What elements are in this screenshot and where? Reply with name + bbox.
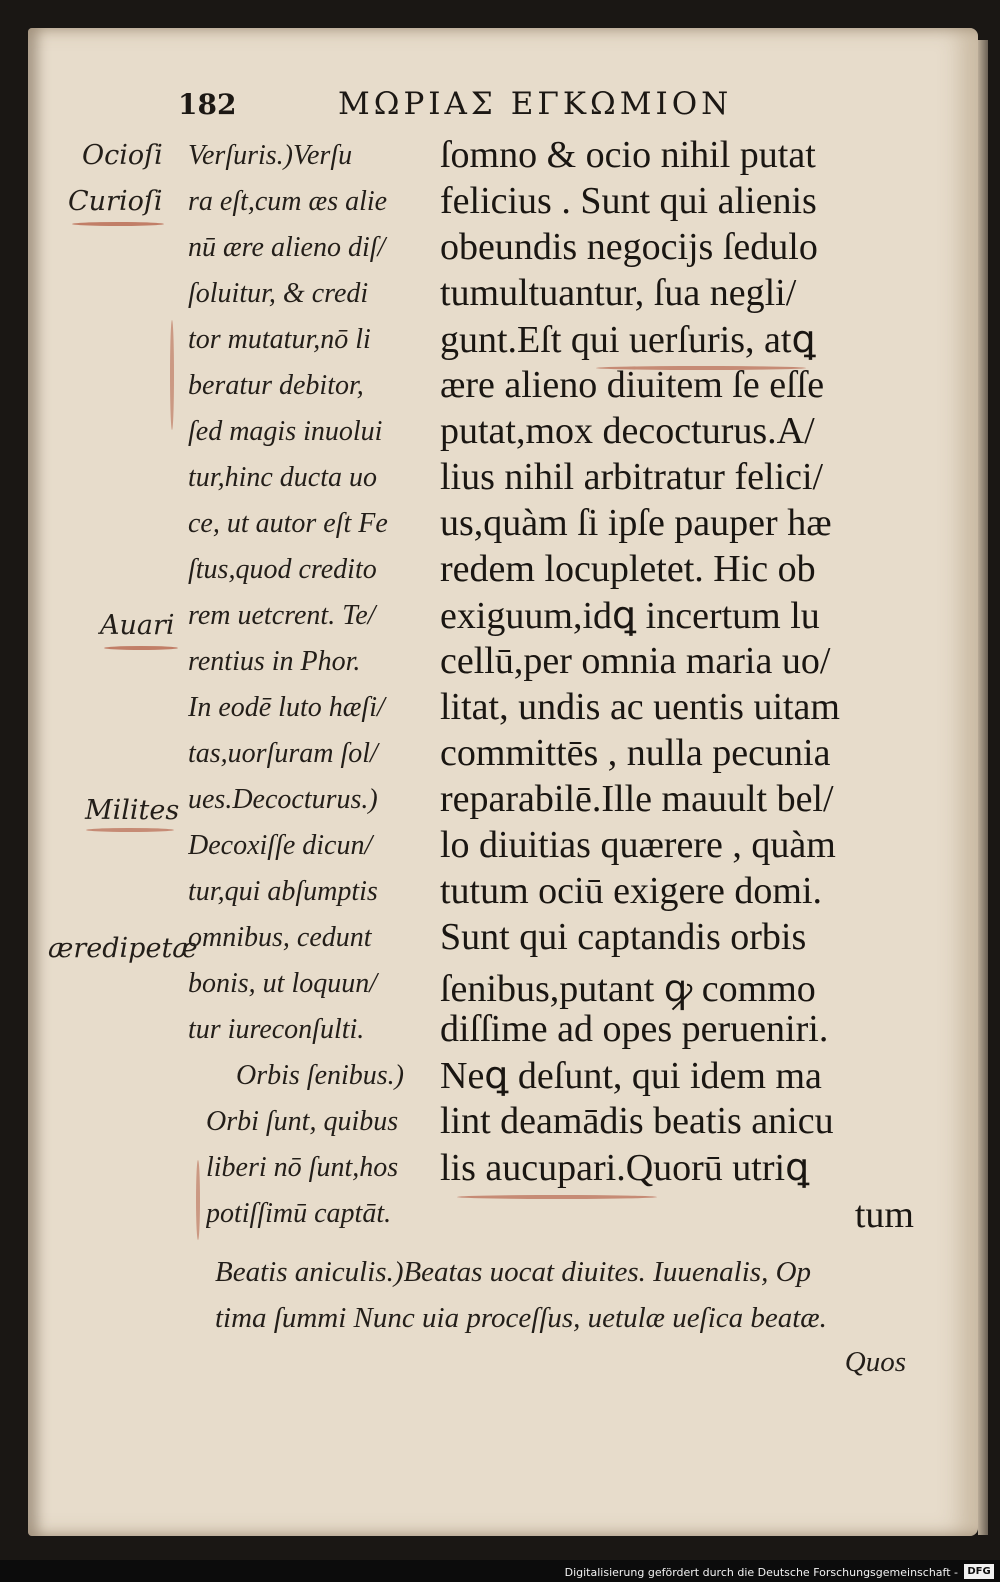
main-text-line: exiguum,idꝗ incertum lu: [440, 595, 820, 637]
main-text-line: gunt.Eſt qui uerſuris, atꝗ: [440, 319, 816, 361]
dfg-logo: DFG: [964, 1564, 994, 1579]
footnote-line: tima ſummi Nunc uia proceſſus, uetulæ ueſica beatæ.: [215, 1302, 827, 1334]
main-text-line: cellū,per omnia maria uo/: [440, 640, 831, 682]
main-text-line: ſenibus,putant ꝙ commo: [440, 968, 816, 1010]
main-text-line: Sunt qui captandis orbis: [440, 916, 807, 958]
running-title: ΜΩΡΙΑΣ ΕΓΚΩΜΙΟΝ: [338, 86, 733, 122]
margin-label: æredipetæ: [48, 933, 198, 964]
margin-label: Ocioſi: [82, 140, 163, 171]
page-number: 182: [178, 88, 237, 121]
note-line: tor mutatur,nō li: [188, 324, 371, 355]
main-text-line: redem locupletet. Hic ob: [440, 548, 816, 590]
note-line: tur,qui abſumptis: [188, 876, 378, 907]
footnote-line: Beatis aniculis.)Beatas uocat diuites. Iuuenalis, Op: [215, 1256, 812, 1288]
note-line: Orbis ſenibus.): [236, 1060, 404, 1091]
main-text-line: obeundis negocijs ſedulo: [440, 226, 818, 268]
pencil-underline: [457, 1195, 657, 1199]
note-line: ce, ut autor eſt Fe: [188, 508, 388, 539]
note-line: ſtus,quod credito: [188, 554, 377, 585]
main-text-line: Neꝗ deſunt, qui idem ma: [440, 1055, 822, 1097]
note-line: Orbi ſunt, quibus: [206, 1106, 399, 1137]
main-text-line: ſomno & ocio nihil putat: [440, 134, 816, 176]
note-line: ſed magis inuolui: [188, 416, 383, 447]
main-text-line: reparabilē.Ille mauult bel/: [440, 778, 834, 820]
note-line: ues.Decocturus.): [188, 784, 378, 815]
note-line: Verſuris.)Verſu: [188, 140, 353, 171]
note-line: bonis, ut loquun/: [188, 968, 378, 999]
main-text-line: ære alieno diuitem ſe eſſe: [440, 364, 825, 406]
margin-label: Auari: [100, 610, 175, 641]
note-line: tur iureconſulti.: [188, 1014, 365, 1045]
page-edge: [978, 40, 988, 1535]
note-line: beratur debitor,: [188, 370, 364, 401]
main-text-line: tumultuantur, ſua negli/: [440, 272, 797, 314]
main-text-line: litat, undis ac uentis uitam: [440, 686, 840, 728]
main-text-line: lis aucupari.Quorū utriꝗ: [440, 1147, 810, 1189]
note-line: In eodē luto hæſi/: [188, 692, 385, 723]
note-line: potiſſimū captāt.: [206, 1198, 392, 1229]
note-line: rem uetcrent. Te/: [188, 600, 376, 631]
note-line: ſoluitur, & credi: [188, 278, 369, 309]
note-line: nū ære alieno diſ/: [188, 232, 386, 263]
main-text-line: felicius . Sunt qui alienis: [440, 180, 817, 222]
main-text-line: us,quàm ſi ipſe pauper hæ: [440, 502, 832, 544]
pencil-underline: [72, 222, 164, 226]
pencil-underline: [86, 828, 174, 832]
main-text-line: putat,mox decocturus.A/: [440, 410, 815, 452]
page-header: [178, 86, 818, 126]
note-line: Decoxiſſe dicun/: [188, 830, 373, 861]
pencil-underline: [104, 646, 178, 650]
main-text-line: tutum ociū exigere domi.: [440, 870, 823, 912]
main-text-line: committēs , nulla pecunia: [440, 732, 831, 774]
margin-label: Milites: [85, 795, 180, 826]
main-text-line: lint deamādis beatis anicu: [440, 1100, 834, 1142]
main-text-line: lius nihil arbitratur felici/: [440, 456, 824, 498]
note-line: tur,hinc ducta uo: [188, 462, 377, 493]
note-line: rentius in Phor.: [188, 646, 361, 677]
margin-label: Curioſi: [68, 186, 163, 217]
catchword: tum: [854, 1194, 914, 1236]
note-line: tas,uorſuram ſol/: [188, 738, 378, 769]
note-line: ra eſt,cum æs alie: [188, 186, 388, 217]
pencil-bracket: [196, 1160, 200, 1240]
pencil-bracket: [170, 320, 174, 430]
footnote-catchword: Quos: [844, 1346, 906, 1378]
main-text-line: lo diuitias quærere , quàm: [440, 824, 836, 866]
note-line: liberi nō ſunt,hos: [206, 1152, 399, 1183]
main-text-line: diſſime ad opes perueniri.: [440, 1008, 829, 1050]
note-line: omnibus, cedunt: [188, 922, 372, 953]
digitization-credit: Digitalisierung gefördert durch die Deutsche Forschungsgemeinschaft -: [564, 1566, 958, 1579]
